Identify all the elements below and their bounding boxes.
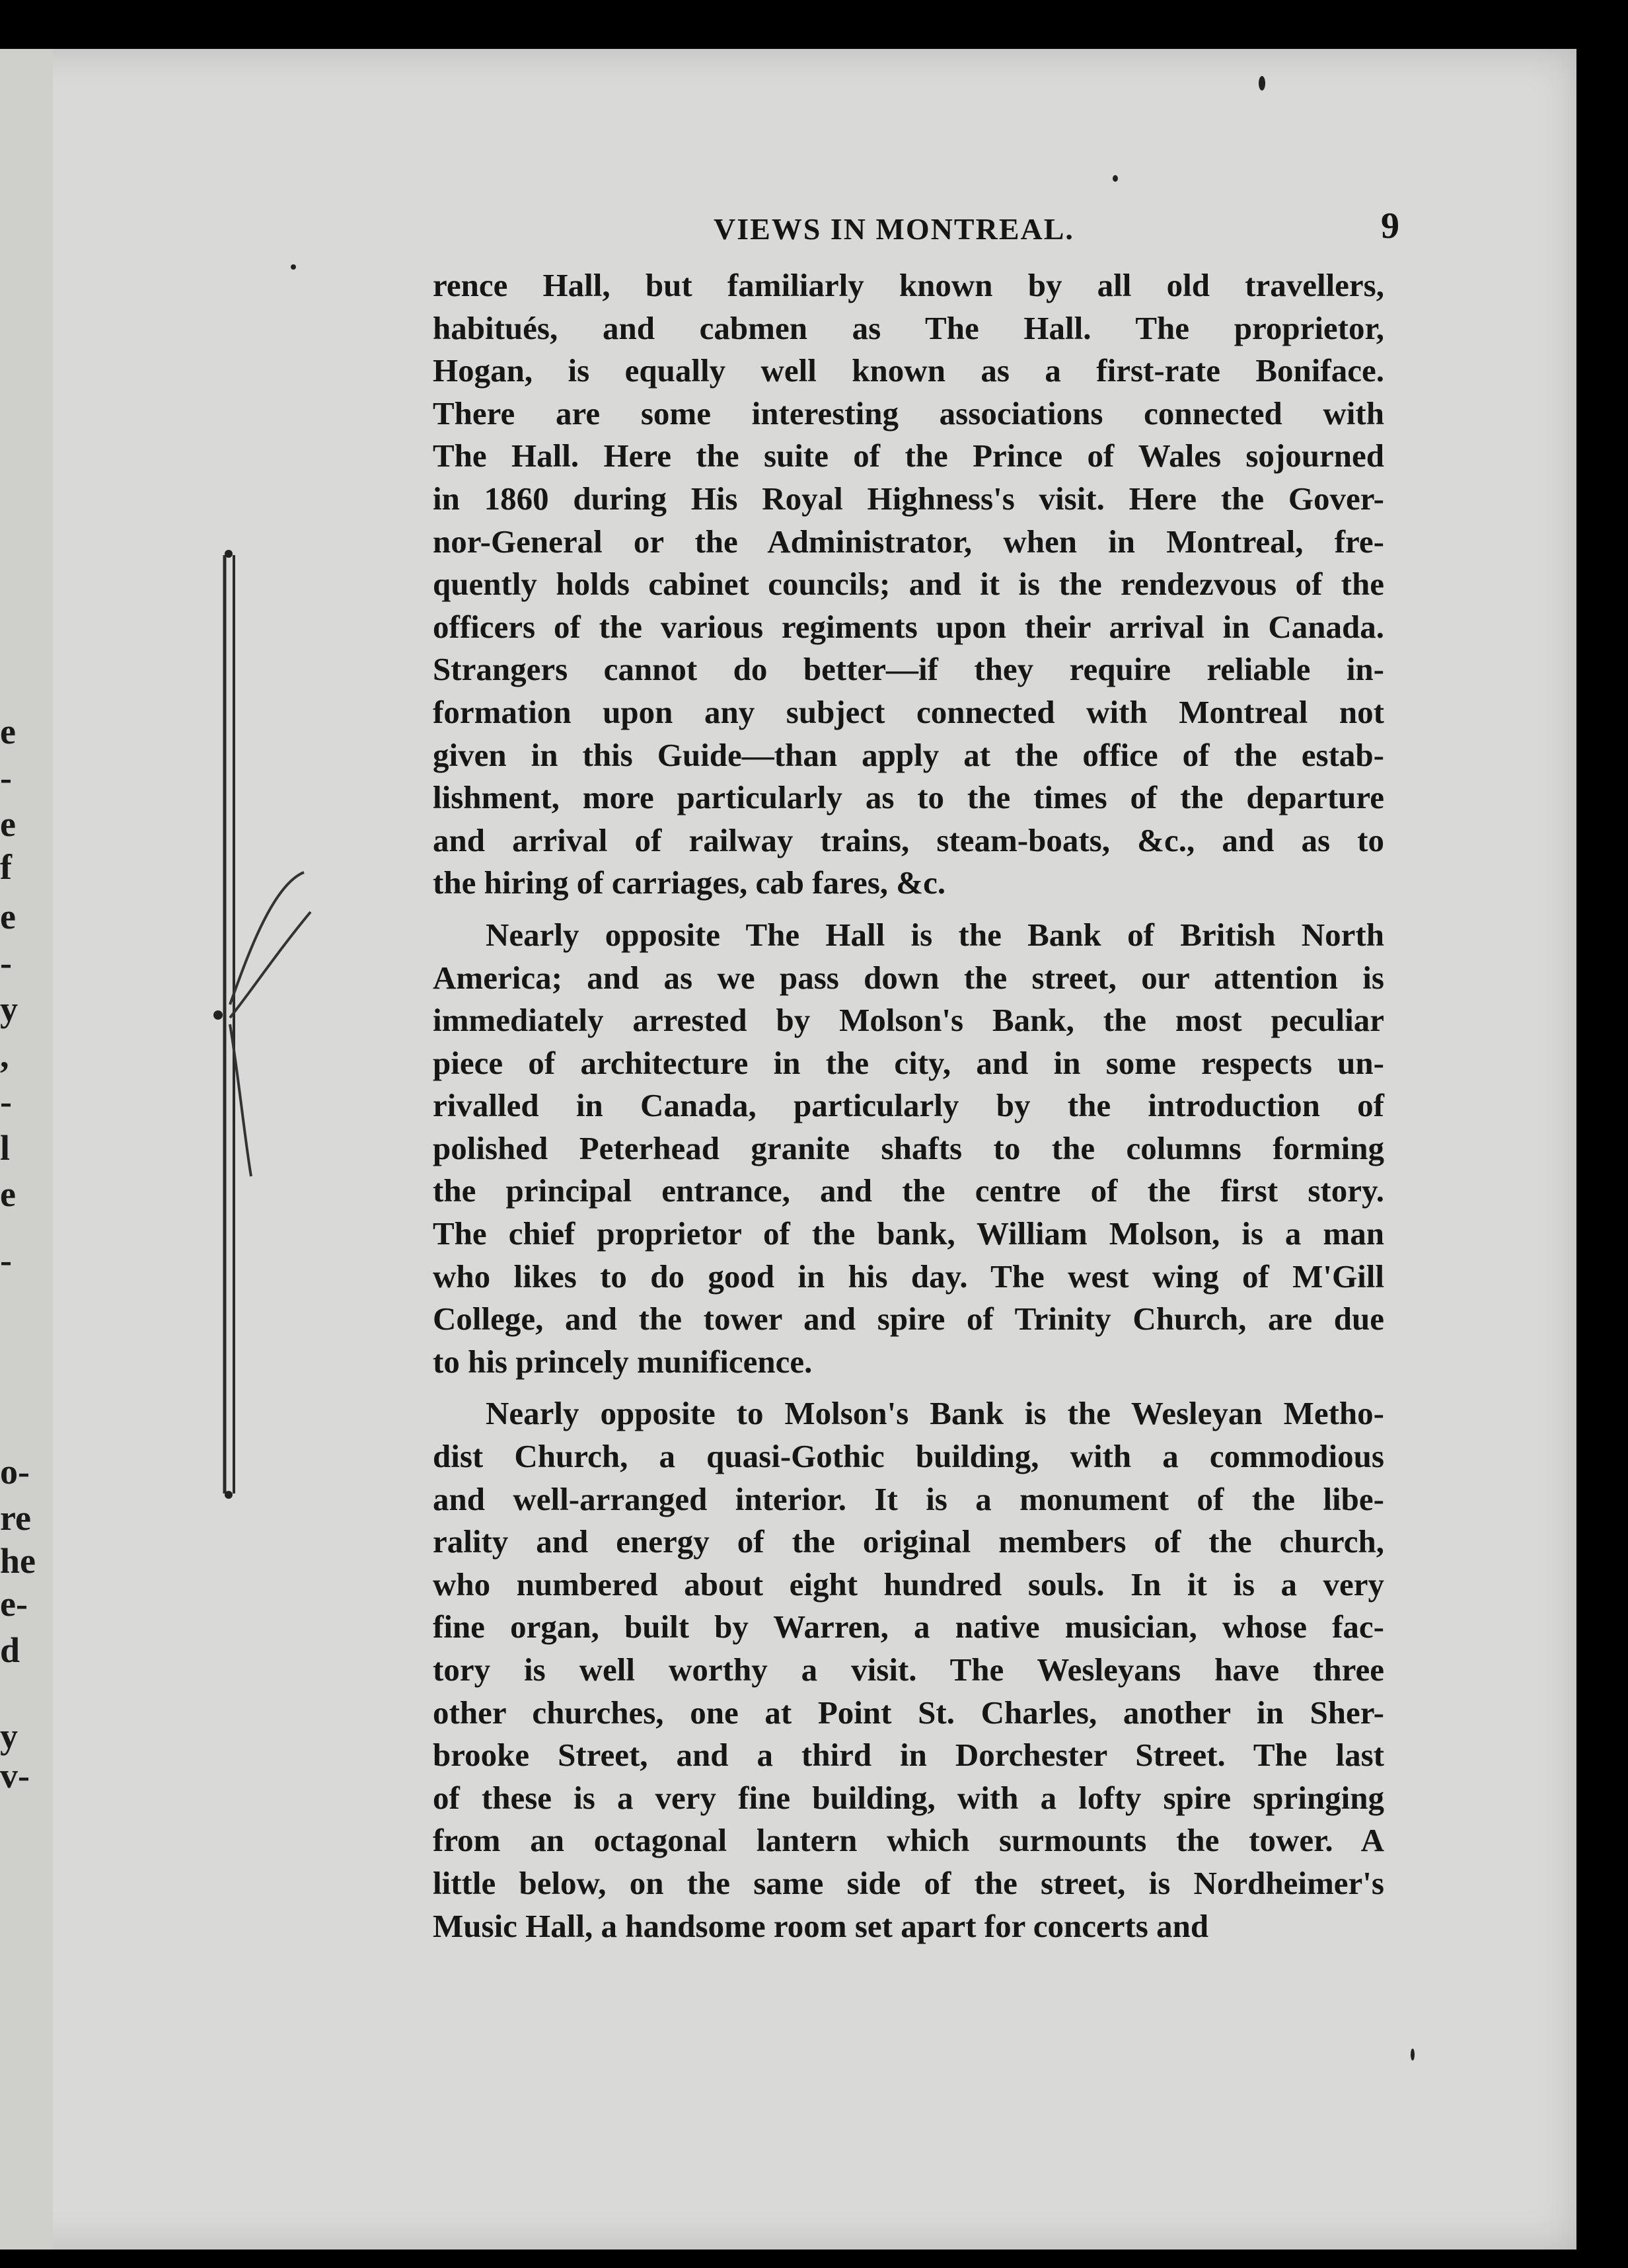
facing-page-fragment: re [0, 1498, 31, 1538]
page-header [714, 205, 1401, 258]
paragraph-gap [433, 1383, 1384, 1392]
text-line: formation upon any subject connected with Montreal not [433, 693, 1384, 730]
text-line: and well-arranged interior. It is a monument of the libe- [433, 1480, 1384, 1517]
facing-page-fragment: v- [0, 1756, 30, 1796]
facing-page-fragment: - [0, 943, 12, 983]
text-line: habitués, and cabmen as The Hall. The proprietor, [433, 309, 1384, 346]
facing-page-fragment: e- [0, 1584, 28, 1624]
facing-page-fragment: - [0, 1082, 12, 1121]
paragraph-gap [433, 905, 1384, 914]
facing-page-fragment: d [0, 1630, 20, 1670]
facing-page-fragment: f [0, 847, 12, 887]
text-line: nor-General or the Administrator, when in Montreal, fre- [433, 523, 1384, 560]
text-line: Music Hall, a handsome room set apart for concerts and [433, 1907, 1209, 1944]
facing-page-fragment: o- [0, 1452, 30, 1492]
text-line: College, and the tower and spire of Trinity Church, are due [433, 1301, 1384, 1338]
facing-page-fragment: , [0, 1036, 9, 1075]
text-line: rality and energy of the original members of the church, [433, 1523, 1384, 1560]
text-line: immediately arrested by Molson's Bank, the most peculiar [433, 1002, 1384, 1039]
text-line: Nearly opposite to Molson's Bank is the Wesleyan Metho- [486, 1395, 1384, 1432]
facing-page-fragment: y [0, 1716, 18, 1756]
body-text [433, 264, 1384, 1947]
facing-page-fragment: - [0, 758, 12, 798]
facing-page-text-fragments [0, 712, 36, 1969]
binding-thread-graphic [198, 542, 330, 1507]
facing-page-fragment: he [0, 1541, 36, 1581]
text-line: officers of the various regiments upon their arrival in Canada. [433, 608, 1384, 645]
text-line: quently holds cabinet councils; and it is the rendezvous of the [433, 566, 1384, 603]
text-line: little below, on the same side of the street, is Nordheimer's [433, 1864, 1384, 1901]
text-line: and arrival of railway trains, steam-boats, &c., and as to [433, 821, 1384, 858]
text-line: lishment, more particularly as to the times of the departure [433, 779, 1384, 816]
text-line: given in this Guide—than apply at the office of the estab- [433, 736, 1384, 773]
scan-speck [1411, 2049, 1415, 2060]
facing-page-fragment: e [0, 804, 16, 844]
text-line: the hiring of carriages, cab fares, &c. [433, 864, 946, 901]
text-line: The chief proprietor of the bank, William Molson, is a man [433, 1215, 1384, 1252]
text-line: to his princely munificence. [433, 1343, 813, 1380]
text-line: of these is a very fine building, with a lofty spire springing [433, 1779, 1384, 1816]
text-line: dist Church, a quasi-Gothic building, with a commodious [433, 1438, 1384, 1475]
text-line: Hogan, is equally well known as a first-rate Boniface. [433, 352, 1384, 389]
text-line: piece of architecture in the city, and in some respects un- [433, 1044, 1384, 1081]
facing-page-fragment: y [0, 989, 18, 1029]
text-line: polished Peterhead granite shafts to the columns forming [433, 1129, 1384, 1166]
facing-page-fragment: l [0, 1128, 11, 1168]
text-line: rence Hall, but familiarly known by all old travellers, [433, 267, 1384, 303]
text-line: in 1860 during His Royal Highness's visit. Here the Gover- [433, 480, 1384, 517]
text-line: Strangers cannot do better—if they require reliable in- [433, 651, 1384, 688]
scan-speck [291, 264, 296, 270]
text-line: Nearly opposite The Hall is the Bank of British North [486, 916, 1384, 953]
text-line: brooke Street, and a third in Dorchester Street. The last [433, 1737, 1384, 1774]
text-line: There are some interesting associations connected with [433, 395, 1384, 432]
text-line: the principal entrance, and the centre of the first story. [433, 1172, 1384, 1209]
running-title: VIEWS IN MONTREAL. [714, 212, 1074, 246]
facing-page-fragment: e [0, 897, 16, 936]
facing-page-fragment: e [0, 1174, 16, 1214]
text-line: who likes to do good in his day. The west wing of M'Gill [433, 1258, 1384, 1295]
scan-speck [1113, 175, 1118, 182]
text-line: tory is well worthy a visit. The Wesleyans have three [433, 1651, 1384, 1688]
text-line: The Hall. Here the suite of the Prince of Wales sojourned [433, 437, 1384, 474]
text-line: who numbered about eight hundred souls. In it is a very [433, 1566, 1384, 1603]
text-line: fine organ, built by Warren, a native musician, whose fac- [433, 1608, 1384, 1645]
scan-speck [1259, 76, 1265, 91]
text-line: rivalled in Canada, particularly by the introduction of [433, 1087, 1384, 1124]
facing-page-fragment: e [0, 712, 16, 751]
text-line: other churches, one at Point St. Charles, another in Sher- [433, 1694, 1384, 1731]
text-line: from an octagonal lantern which surmounts the tower. A [433, 1822, 1384, 1859]
facing-page-fragment: - [0, 1240, 12, 1280]
text-line: America; and as we pass down the street, our attention is [433, 959, 1384, 996]
page-number: 9 [1381, 206, 1401, 246]
